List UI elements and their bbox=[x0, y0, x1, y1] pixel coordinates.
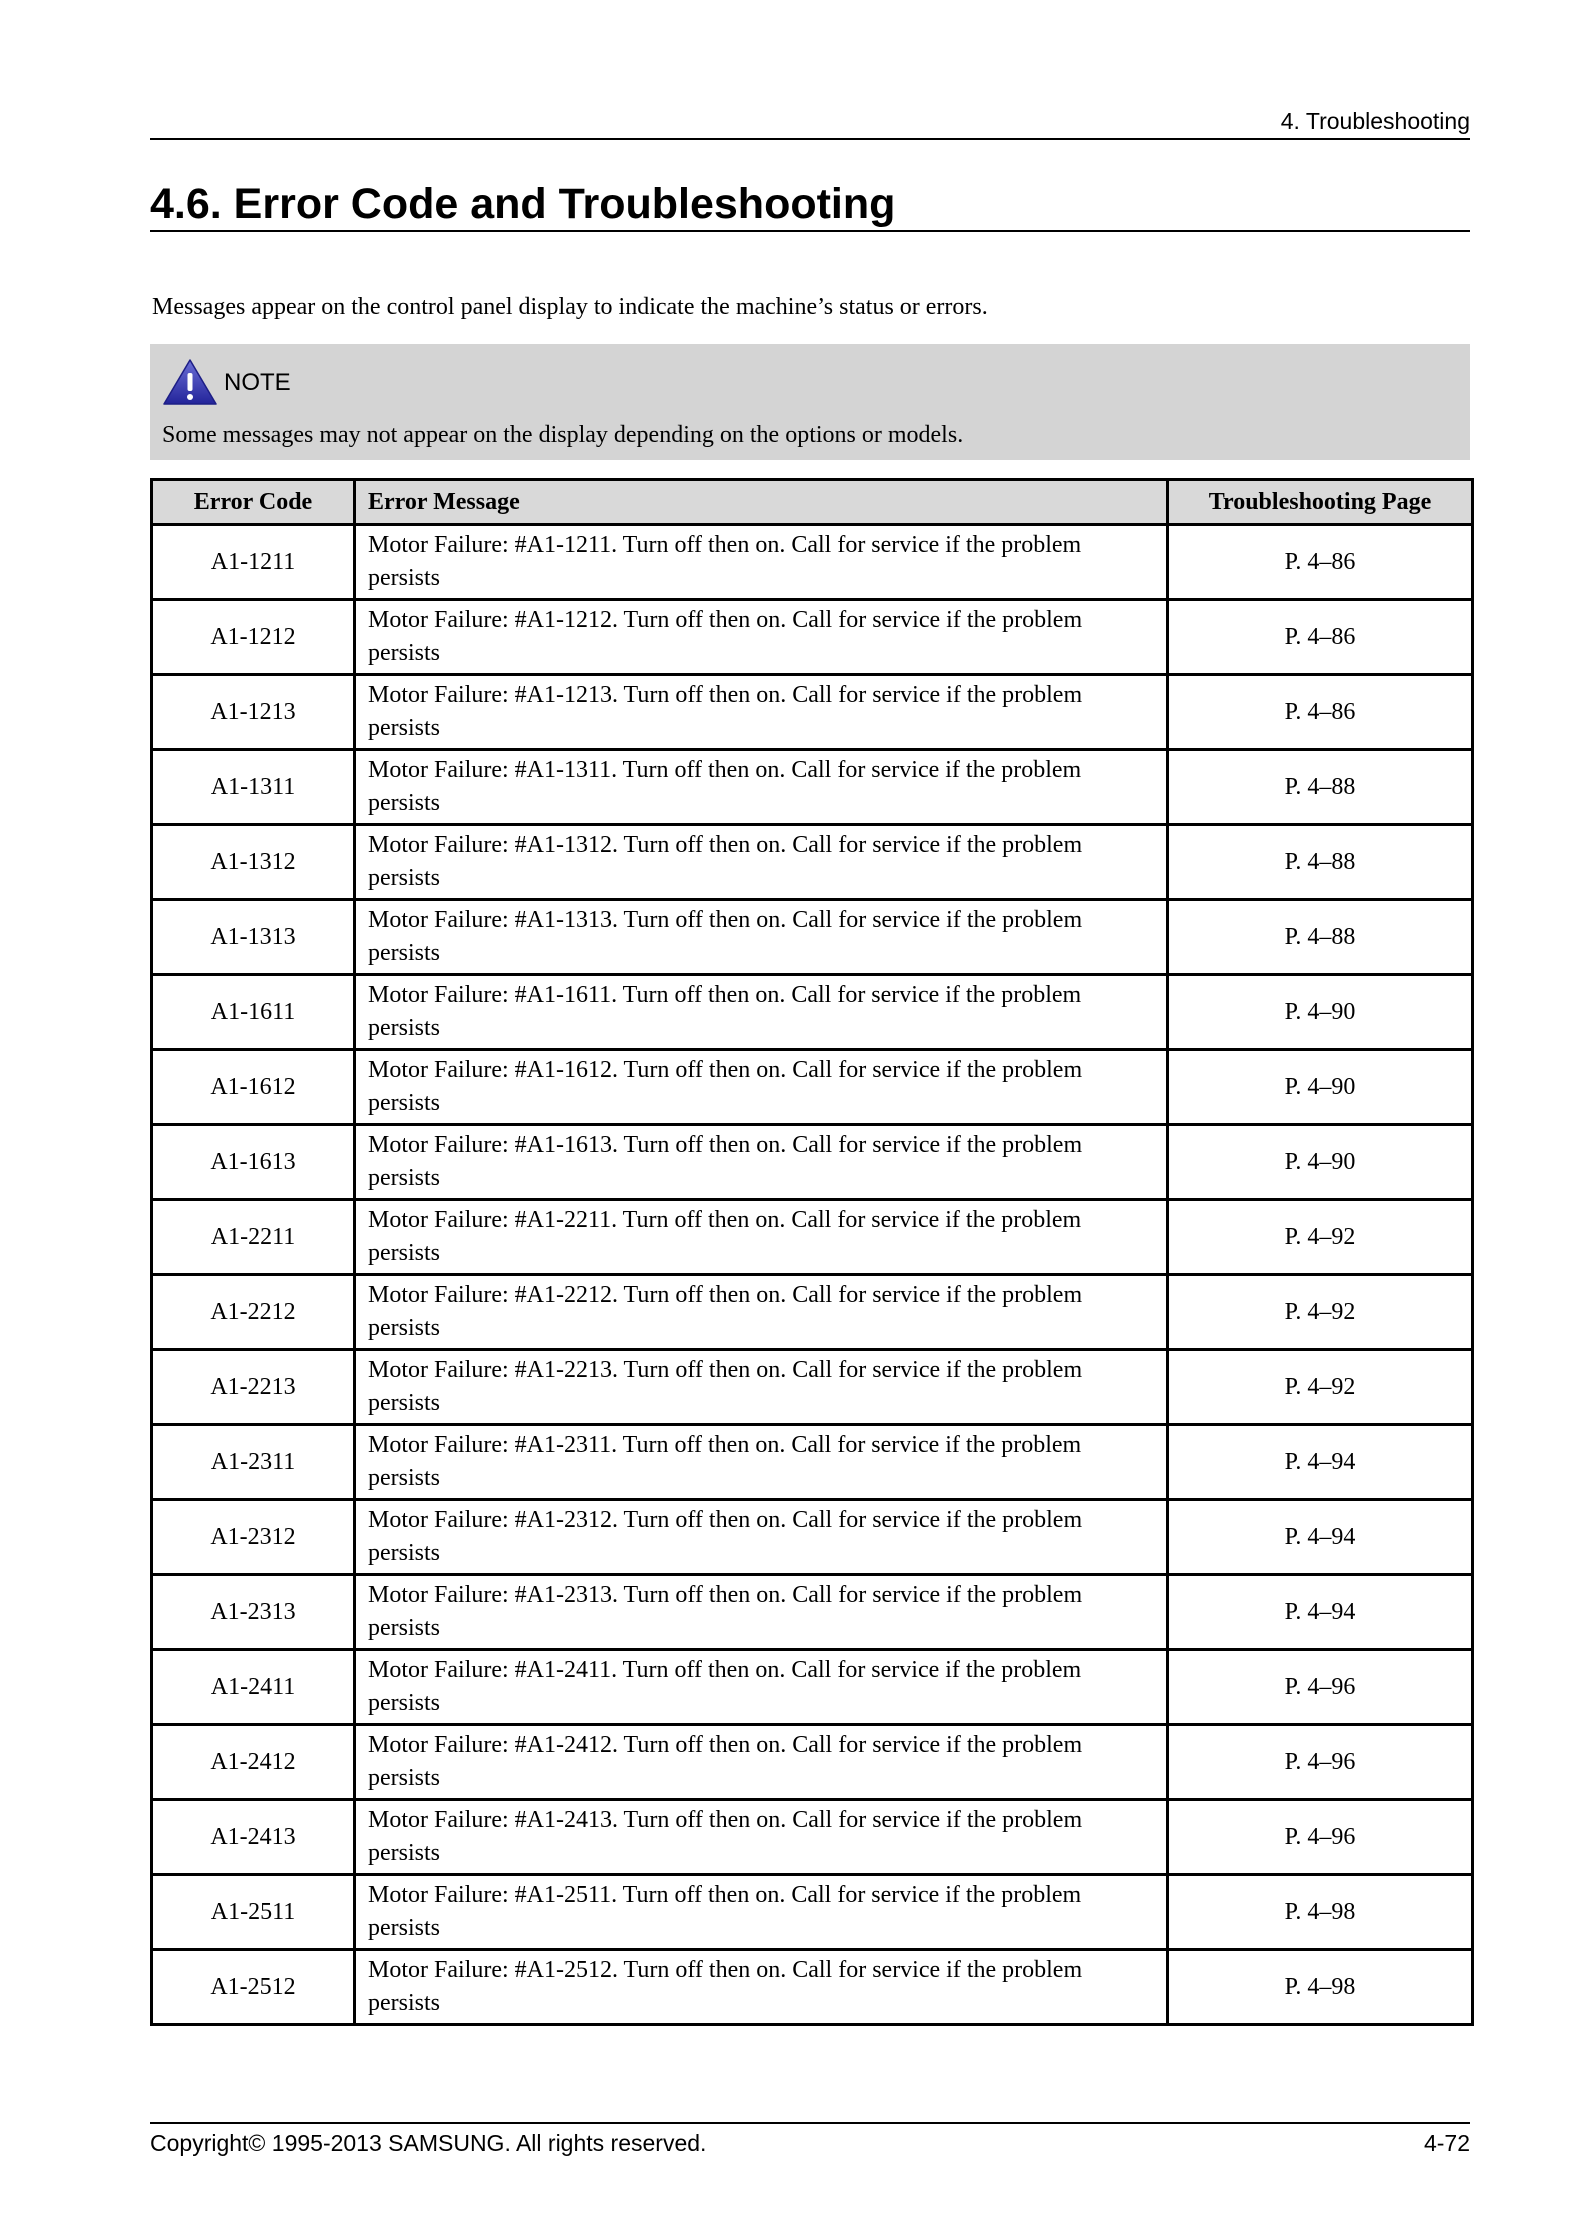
troubleshooting-page-cell: P. 4–86 bbox=[1168, 675, 1473, 750]
table-row bbox=[152, 1425, 1473, 1500]
table-row bbox=[152, 525, 1473, 600]
troubleshooting-page-cell: P. 4–94 bbox=[1168, 1500, 1473, 1575]
error-code-cell: A1-2213 bbox=[152, 1350, 355, 1425]
intro-paragraph: Messages appear on the control panel display to indicate the machine’s status or errors. bbox=[152, 294, 988, 320]
error-code-cell: A1-2211 bbox=[152, 1200, 355, 1275]
note-box bbox=[150, 344, 1470, 460]
table-row bbox=[152, 1950, 1473, 2025]
error-message-cell: Motor Failure: #A1-2211. Turn off then on. Call for service if the problem persists bbox=[355, 1200, 1168, 1275]
note-text: Some messages may not appear on the display depending on the options or models. bbox=[162, 422, 964, 448]
error-code-cell: A1-2311 bbox=[152, 1425, 355, 1500]
page-footer bbox=[150, 2122, 1470, 2158]
error-message-cell: Motor Failure: #A1-1213. Turn off then on. Call for service if the problem persists bbox=[355, 675, 1168, 750]
error-message-cell: Motor Failure: #A1-1612. Turn off then on. Call for service if the problem persists bbox=[355, 1050, 1168, 1125]
error-message-cell: Motor Failure: #A1-2512. Turn off then on. Call for service if the problem persists bbox=[355, 1950, 1168, 2025]
note-label: NOTE bbox=[224, 369, 291, 396]
troubleshooting-page-cell: P. 4–98 bbox=[1168, 1950, 1473, 2025]
error-code-cell: A1-1211 bbox=[152, 525, 355, 600]
header-error-message: Error Message bbox=[355, 480, 1168, 525]
header-error-code: Error Code bbox=[152, 480, 355, 525]
error-code-cell: A1-1611 bbox=[152, 975, 355, 1050]
error-code-cell: A1-1212 bbox=[152, 600, 355, 675]
troubleshooting-page-cell: P. 4–94 bbox=[1168, 1425, 1473, 1500]
error-message-cell: Motor Failure: #A1-1211. Turn off then on. Call for service if the problem persists bbox=[355, 525, 1168, 600]
error-message-cell: Motor Failure: #A1-2311. Turn off then on. Call for service if the problem persists bbox=[355, 1425, 1168, 1500]
error-code-cell: A1-2313 bbox=[152, 1575, 355, 1650]
troubleshooting-page-cell: P. 4–96 bbox=[1168, 1725, 1473, 1800]
header-troubleshooting-page: Troubleshooting Page bbox=[1168, 480, 1473, 525]
error-code-cell: A1-2511 bbox=[152, 1875, 355, 1950]
troubleshooting-page-cell: P. 4–94 bbox=[1168, 1575, 1473, 1650]
error-code-cell: A1-1213 bbox=[152, 675, 355, 750]
troubleshooting-page-cell: P. 4–86 bbox=[1168, 525, 1473, 600]
troubleshooting-page-cell: P. 4–88 bbox=[1168, 750, 1473, 825]
troubleshooting-page-cell: P. 4–90 bbox=[1168, 975, 1473, 1050]
troubleshooting-page-cell: P. 4–90 bbox=[1168, 1050, 1473, 1125]
error-code-cell: A1-2212 bbox=[152, 1275, 355, 1350]
error-message-cell: Motor Failure: #A1-1613. Turn off then on. Call for service if the problem persists bbox=[355, 1125, 1168, 1200]
error-code-cell: A1-2412 bbox=[152, 1725, 355, 1800]
error-message-cell: Motor Failure: #A1-2511. Turn off then on. Call for service if the problem persists bbox=[355, 1875, 1168, 1950]
troubleshooting-page-cell: P. 4–92 bbox=[1168, 1275, 1473, 1350]
troubleshooting-page-cell: P. 4–96 bbox=[1168, 1650, 1473, 1725]
error-message-cell: Motor Failure: #A1-2412. Turn off then on. Call for service if the problem persists bbox=[355, 1725, 1168, 1800]
error-message-cell: Motor Failure: #A1-1611. Turn off then on. Call for service if the problem persists bbox=[355, 975, 1168, 1050]
table-row bbox=[152, 1050, 1473, 1125]
error-message-cell: Motor Failure: #A1-2411. Turn off then on. Call for service if the problem persists bbox=[355, 1650, 1168, 1725]
running-header bbox=[150, 104, 1470, 140]
table-row bbox=[152, 1125, 1473, 1200]
table-row bbox=[152, 1650, 1473, 1725]
error-code-cell: A1-2312 bbox=[152, 1500, 355, 1575]
table-row bbox=[152, 1500, 1473, 1575]
table-row bbox=[152, 1875, 1473, 1950]
error-message-cell: Motor Failure: #A1-1212. Turn off then on. Call for service if the problem persists bbox=[355, 600, 1168, 675]
error-code-cell: A1-1613 bbox=[152, 1125, 355, 1200]
troubleshooting-page-cell: P. 4–96 bbox=[1168, 1800, 1473, 1875]
troubleshooting-page-cell: P. 4–92 bbox=[1168, 1200, 1473, 1275]
table-row bbox=[152, 1275, 1473, 1350]
error-code-cell: A1-1612 bbox=[152, 1050, 355, 1125]
footer-page-number: 4-72 bbox=[1423, 2130, 1470, 2156]
table-row bbox=[152, 1350, 1473, 1425]
error-message-cell: Motor Failure: #A1-2313. Turn off then on. Call for service if the problem persists bbox=[355, 1575, 1168, 1650]
troubleshooting-page-cell: P. 4–88 bbox=[1168, 825, 1473, 900]
running-header-title: 4. Troubleshooting bbox=[1280, 108, 1470, 134]
error-code-cell: A1-2413 bbox=[152, 1800, 355, 1875]
error-message-cell: Motor Failure: #A1-2212. Turn off then on. Call for service if the problem persists bbox=[355, 1275, 1168, 1350]
error-message-cell: Motor Failure: #A1-2413. Turn off then on. Call for service if the problem persists bbox=[355, 1800, 1168, 1875]
troubleshooting-page-cell: P. 4–88 bbox=[1168, 900, 1473, 975]
error-code-table bbox=[150, 478, 1474, 2026]
troubleshooting-page-cell: P. 4–92 bbox=[1168, 1350, 1473, 1425]
error-code-cell: A1-2411 bbox=[152, 1650, 355, 1725]
footer-copyright: Copyright© 1995-2013 SAMSUNG. All rights reserved. bbox=[150, 2130, 707, 2156]
table-row bbox=[152, 1200, 1473, 1275]
error-message-cell: Motor Failure: #A1-1312. Turn off then on. Call for service if the problem persists bbox=[355, 825, 1168, 900]
table-row bbox=[152, 1800, 1473, 1875]
error-code-cell: A1-1312 bbox=[152, 825, 355, 900]
table-row bbox=[152, 1725, 1473, 1800]
table-row bbox=[152, 900, 1473, 975]
section-title: 4.6. Error Code and Troubleshooting bbox=[150, 178, 1470, 232]
error-message-cell: Motor Failure: #A1-2213. Turn off then on. Call for service if the problem persists bbox=[355, 1350, 1168, 1425]
table-row bbox=[152, 600, 1473, 675]
warning-triangle-icon bbox=[162, 358, 218, 406]
table-row bbox=[152, 675, 1473, 750]
table-row bbox=[152, 975, 1473, 1050]
table-row bbox=[152, 1575, 1473, 1650]
error-message-cell: Motor Failure: #A1-1313. Turn off then on. Call for service if the problem persists bbox=[355, 900, 1168, 975]
error-code-cell: A1-1313 bbox=[152, 900, 355, 975]
troubleshooting-page-cell: P. 4–90 bbox=[1168, 1125, 1473, 1200]
error-code-cell: A1-2512 bbox=[152, 1950, 355, 2025]
table-header-row bbox=[152, 480, 1473, 525]
error-message-cell: Motor Failure: #A1-1311. Turn off then on. Call for service if the problem persists bbox=[355, 750, 1168, 825]
troubleshooting-page-cell: P. 4–86 bbox=[1168, 600, 1473, 675]
table-row bbox=[152, 750, 1473, 825]
error-code-cell: A1-1311 bbox=[152, 750, 355, 825]
error-message-cell: Motor Failure: #A1-2312. Turn off then on. Call for service if the problem persists bbox=[355, 1500, 1168, 1575]
table-row bbox=[152, 825, 1473, 900]
troubleshooting-page-cell: P. 4–98 bbox=[1168, 1875, 1473, 1950]
